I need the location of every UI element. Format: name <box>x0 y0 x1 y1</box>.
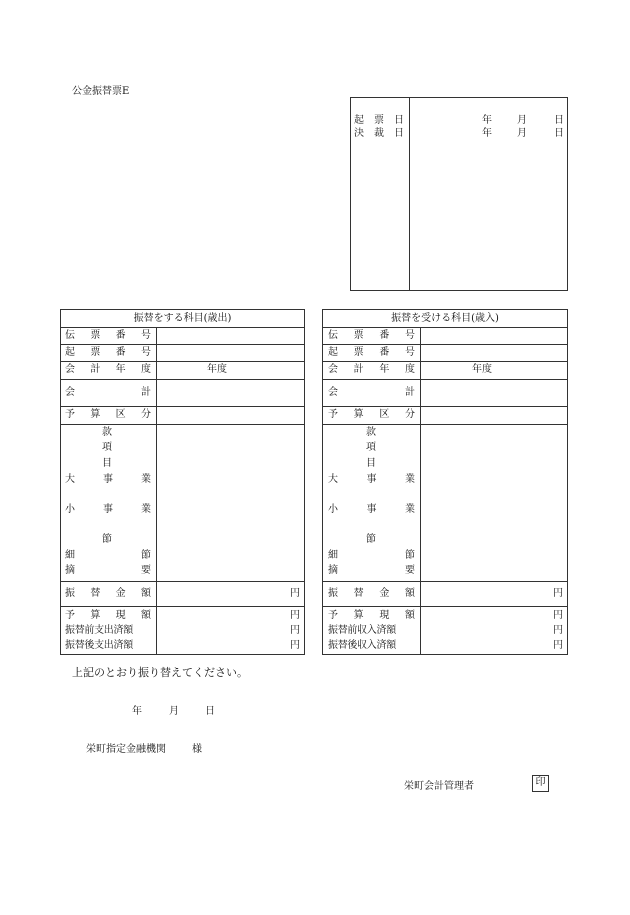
left-yosan-genkaku-label: 予 算 現 額 <box>65 610 151 621</box>
right-kingaku-label: 振 替 金 額 <box>328 588 415 599</box>
left-tekiyo-label: 摘 要 <box>65 565 151 576</box>
kihyo-date-label: 起 票 日 <box>354 115 404 126</box>
left-saisetsu-label: 細 節 <box>65 550 151 561</box>
right-sho-jigyo-label: 小 事 業 <box>328 504 415 515</box>
kessai-date-label: 決 裁 日 <box>354 128 404 139</box>
left-kan-label: 款 <box>102 427 112 438</box>
kessai-month: 月 <box>517 128 527 139</box>
instruction-text: 上記のとおり振り替えてください。 <box>72 666 248 679</box>
left-mae-zumi-label: 振替前支出済額 <box>65 625 133 636</box>
right-yosan-kubun-label: 予 算 区 分 <box>328 409 415 420</box>
bank-name: 栄町指定金融機関 <box>86 744 166 755</box>
left-denpyo-label: 伝 票 番 号 <box>65 330 151 341</box>
kihyo-day: 日 <box>554 115 564 126</box>
right-saisetsu-label: 細 節 <box>328 550 415 561</box>
kihyo-month: 月 <box>517 115 527 126</box>
right-yosan-genkaku-yen: 円 <box>553 610 563 621</box>
left-nendo-value: 年度 <box>207 364 227 375</box>
right-kaikei-label: 会 計 <box>328 387 415 398</box>
right-kan-label: 款 <box>366 427 376 438</box>
seal-box: 印 <box>532 775 549 792</box>
right-nendo-label: 会 計 年 度 <box>328 364 415 375</box>
right-nendo-value: 年度 <box>472 364 492 375</box>
bank-honorific: 様 <box>192 744 202 755</box>
right-denpyo-label: 伝 票 番 号 <box>328 330 415 341</box>
left-kihyo-label: 起 票 番 号 <box>65 347 151 358</box>
right-table-header: 振替を受ける科目(歳入) <box>391 313 499 324</box>
manager-name: 栄町会計管理者 <box>404 781 474 792</box>
kessai-year: 年 <box>482 128 492 139</box>
right-moku-label: 目 <box>366 458 376 469</box>
left-kou-label: 項 <box>102 442 112 453</box>
right-mae-zumi-yen: 円 <box>553 625 563 636</box>
footer-year: 年 <box>132 706 142 717</box>
right-yosan-genkaku-label: 予 算 現 額 <box>328 610 415 621</box>
left-yosan-genkaku-yen: 円 <box>290 610 300 621</box>
left-nendo-label: 会 計 年 度 <box>65 364 151 375</box>
left-moku-label: 目 <box>102 458 112 469</box>
kessai-day: 日 <box>554 128 564 139</box>
right-kihyo-label: 起 票 番 号 <box>328 347 415 358</box>
right-tekiyo-label: 摘 要 <box>328 565 415 576</box>
left-yosan-kubun-label: 予 算 区 分 <box>65 409 151 420</box>
right-kou-label: 項 <box>366 442 376 453</box>
left-dai-jigyo-label: 大 事 業 <box>65 474 151 485</box>
right-mae-zumi-label: 振替前収入済額 <box>328 625 396 636</box>
right-go-zumi-label: 振替後収入済額 <box>328 640 396 651</box>
left-setsu-label: 節 <box>102 534 112 545</box>
left-go-zumi-yen: 円 <box>290 640 300 651</box>
right-dai-jigyo-label: 大 事 業 <box>328 474 415 485</box>
right-setsu-label: 節 <box>366 534 376 545</box>
footer-day: 日 <box>205 706 215 717</box>
left-mae-zumi-yen: 円 <box>290 625 300 636</box>
left-kingaku-label: 振 替 金 額 <box>65 588 151 599</box>
left-kaikei-label: 会 計 <box>65 387 151 398</box>
left-kingaku-yen: 円 <box>290 588 300 599</box>
left-sho-jigyo-label: 小 事 業 <box>65 504 151 515</box>
left-table-header: 振替をする科目(歳出) <box>133 313 232 324</box>
footer-month: 月 <box>169 706 179 717</box>
left-go-zumi-label: 振替後支出済額 <box>65 640 133 651</box>
right-go-zumi-yen: 円 <box>553 640 563 651</box>
right-kingaku-yen: 円 <box>553 588 563 599</box>
kihyo-year: 年 <box>482 115 492 126</box>
document-title: 公金振替票E <box>72 86 130 97</box>
